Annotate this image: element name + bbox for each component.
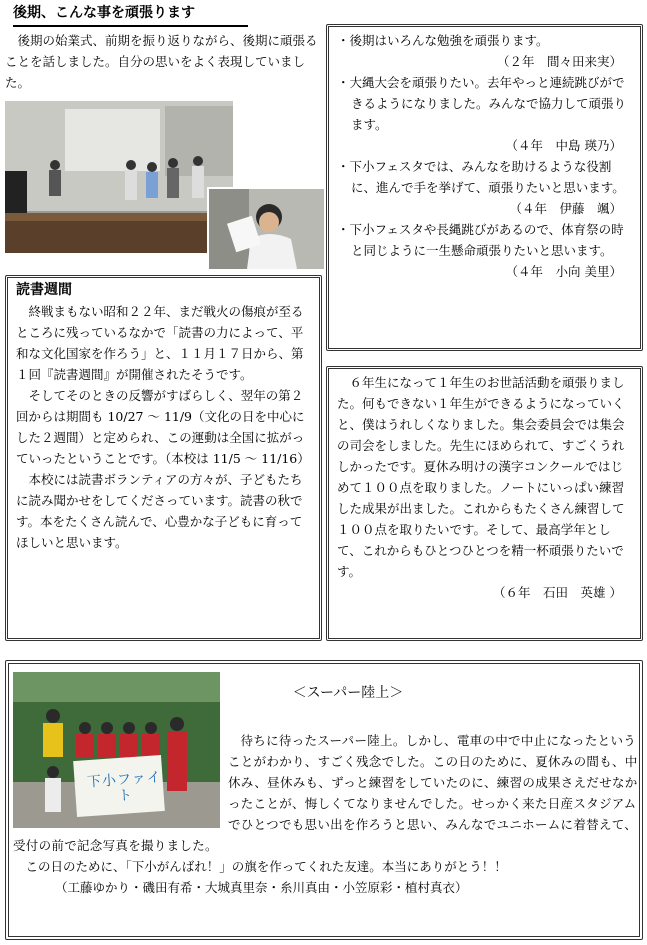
goal-item [337,30,634,72]
goals-box [326,24,643,351]
goal-author: （２年 間々田来実） [496,54,622,69]
photo-stage-speech [5,101,233,253]
goal-author: （４年 中島 瑛乃） [505,138,622,153]
goal-item [337,72,634,156]
banner-text: 下小ファイト [86,769,163,805]
super-track-title: ＜スーパー陸上＞ [292,685,404,701]
goal-text: ・下小フェスタや長縄跳びがあるので、体育祭の時と同じように一生懸命頑張りたいと思います。 [337,222,624,258]
super-track-thanks: この日のために、「下小がんばれ！」の旗を作ってくれた友達。本当にありがとう！！ [25,859,507,874]
reading-week-paragraph: 終戦まもない昭和２２年、まだ戦火の傷痕が至るところに残っているなかで「読書の力によって、平和な文化国家を作ろう」と、１１月１７日から、第１回『読書週間』が開催されたそうです。 [16,304,304,382]
goals-intro-text: 後期の始業式、前期を振り返りながら、後期に頑張ることを話しました。自分の思いをよく表現していました。 [5,33,318,90]
goal-text: ・後期はいろんな勉強を頑張ります。 [337,33,549,48]
reading-week-paragraph: 本校には読書ボランティアの方々が、子どもたちに読み聞かせをしてくださっています。読書の秋です。本をたくさん読んで、心豊かな子どもに育ってほしいと思います。 [16,472,303,550]
goals-intro [5,30,327,93]
super-track-text-area [13,730,638,898]
section-title-goals: 後期、こんな事を頑張ります [13,3,248,27]
goal-author: （４年 伊藤 颯） [509,201,622,216]
reading-week-paragraph: そしてそのときの反響がすばらしく、翌年の第２回からは期間も 10/27 ～ 11/9（文化の日を中心にした２週間）と定められ、この運動は全国に拡がっていったということです。（本校は 11/5 ～ 11/16） [16,388,310,466]
goal-item [337,219,634,282]
sixth-grade-text: ６年生になって１年生のお世話活動を頑張りました。何もできない１年生ができるようになっていくと、僕はうれしくなりました。集会委員会では集会の司会をしました。先生にほめられて、すごくうれしかったです。夏休み明けの漢字コンクールではじめて１００点を取りました。ノートにいっぱい練習した成果が出ました。これからもたくさん練習して１００点を取りたいです。そして、最高学年として、これからもひとつひとつを精一杯頑張りたいです。 [337,375,625,579]
goal-author: （４年 小向 美里） [505,264,622,279]
reading-week-box [5,275,322,641]
sixth-grade-box [326,366,643,641]
reading-week-title: 読書週間 [16,282,72,298]
float-spacer [13,730,228,835]
super-track-names: （工藤ゆかり・磯田有希・大城真里奈・糸川真由・小笠原彩・植村真衣） [55,880,468,895]
photo-boy-reading [207,187,326,271]
stage-illustration [5,101,233,253]
goal-item [337,156,634,219]
super-track-paragraph: 待ちに待ったスーパー陸上。しかし、電車の中で中止になったということがわかり、すごく残念でした。この日のために、夏休みの間も、中休み、昼休みも、ずっと練習をしていたのに、練習の成果さえだせなかったことが、悔しくてなりませんでした。せっかく来た日産スタジアムでひとつでも思い出を作ろうと思い、みんなでユニホームに着替えて、受付の前で記念写真を撮りました。 [13,733,638,853]
boy-reading-illustration [209,189,324,269]
sixth-grade-author: （６年 石田 英雄 ） [493,585,622,600]
goal-text: ・下小フェスタでは、みんなを助けるような役割に、進んで手を挙げて、頑張りたいと思います。 [337,159,625,195]
goal-text: ・大縄大会を頑張りたい。去年やっと連続跳びができるようになりました。みんなで協力して頑張ります。 [337,75,627,132]
